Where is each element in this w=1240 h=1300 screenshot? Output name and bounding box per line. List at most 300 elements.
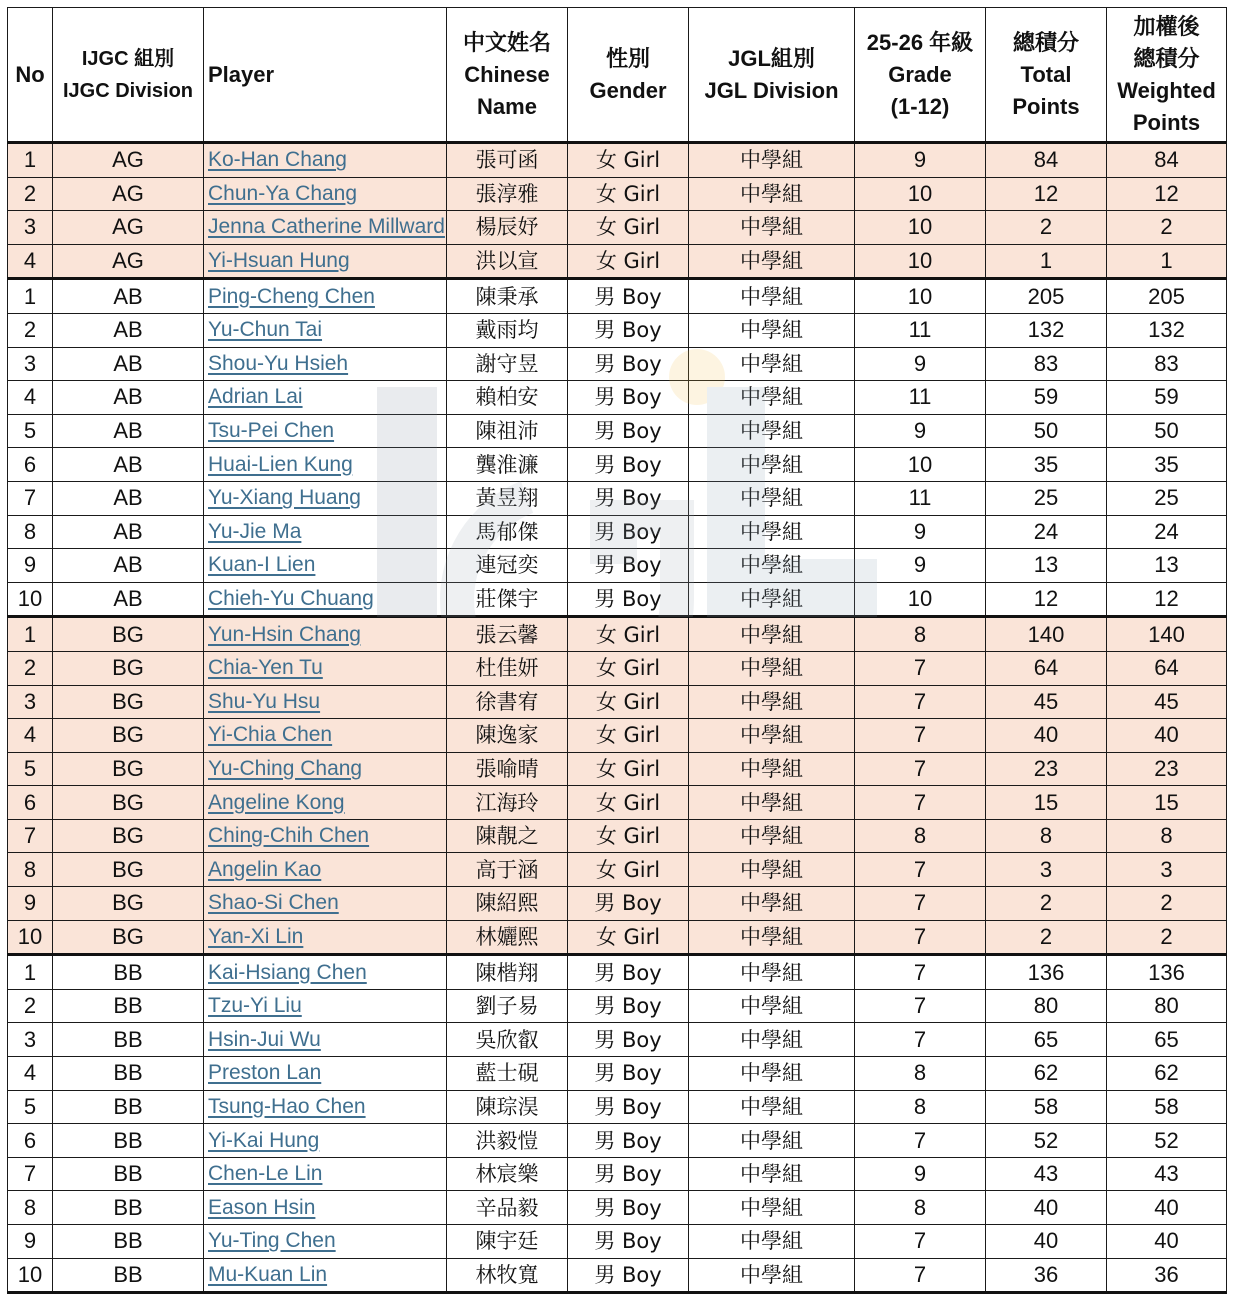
cell-chinese-name: 林孋熙	[447, 920, 568, 955]
cell-total-points: 12	[986, 582, 1107, 617]
player-link[interactable]: Huai-Lien Kung	[208, 452, 353, 476]
ranking-table	[7, 7, 1227, 1294]
cell-division: BG	[53, 786, 204, 820]
cell-weighted-points: 40	[1107, 1225, 1227, 1259]
cell-total-points: 24	[986, 515, 1107, 549]
header-jgl-division[interactable]	[689, 8, 855, 143]
cell-division: BB	[53, 1057, 204, 1091]
cell-total-points: 1	[986, 244, 1107, 279]
cell-division: AB	[53, 313, 204, 347]
cell-gender: 男 Boy	[568, 582, 689, 617]
cell-division: AB	[53, 414, 204, 448]
header-line: 總積分	[1133, 45, 1200, 71]
player-link[interactable]: Kuan-I Lien	[208, 553, 316, 577]
cell-total-points: 8	[986, 819, 1107, 853]
table-row	[8, 651, 1227, 685]
cell-weighted-points: 50	[1107, 414, 1227, 448]
cell-gender: 男 Boy	[568, 989, 689, 1023]
player-link[interactable]: Ping-Cheng Chen	[208, 284, 375, 308]
cell-jgl-division: 中學組	[689, 1057, 855, 1091]
cell-division: BG	[53, 887, 204, 921]
cell-player	[204, 211, 447, 245]
cell-chinese-name: 陳靚之	[447, 819, 568, 853]
cell-jgl-division: 中學組	[689, 752, 855, 786]
cell-gender: 男 Boy	[568, 1157, 689, 1191]
table-row	[8, 920, 1227, 955]
cell-grade: 7	[855, 752, 986, 786]
cell-chinese-name: 賴柏安	[447, 381, 568, 415]
cell-grade: 9	[855, 1157, 986, 1191]
cell-weighted-points: 45	[1107, 685, 1227, 719]
player-link[interactable]: Yu-Ching Chang	[208, 756, 363, 780]
cell-player	[204, 752, 447, 786]
cell-total-points: 64	[986, 651, 1107, 685]
cell-grade: 11	[855, 313, 986, 347]
table-row	[8, 853, 1227, 887]
cell-total-points: 58	[986, 1090, 1107, 1124]
cell-total-points: 40	[986, 719, 1107, 753]
player-link[interactable]: Hsin-Jui Wu	[208, 1027, 321, 1051]
ranking-table-container	[7, 7, 1226, 1294]
header-line: Total	[1020, 61, 1072, 87]
header-line: Grade	[888, 61, 952, 87]
cell-gender: 男 Boy	[568, 448, 689, 482]
cell-division: BB	[53, 1023, 204, 1057]
cell-chinese-name: 林宸樂	[447, 1157, 568, 1191]
cell-gender: 女 Girl	[568, 211, 689, 245]
header-line: (1-12)	[890, 93, 950, 119]
player-link[interactable]: Eason Hsin	[208, 1195, 316, 1219]
cell-grade: 11	[855, 381, 986, 415]
table-row	[8, 313, 1227, 347]
cell-weighted-points: 23	[1107, 752, 1227, 786]
cell-weighted-points: 2	[1107, 920, 1227, 955]
player-link[interactable]: Preston Lan	[208, 1061, 322, 1085]
cell-grade: 7	[855, 920, 986, 955]
cell-chinese-name: 張可函	[447, 143, 568, 178]
header-line: 加權後	[1133, 13, 1200, 39]
cell-chinese-name: 藍士硯	[447, 1057, 568, 1091]
cell-weighted-points: 84	[1107, 143, 1227, 178]
cell-player	[204, 515, 447, 549]
table-row	[8, 549, 1227, 583]
cell-gender: 男 Boy	[568, 347, 689, 381]
cell-no: 10	[8, 920, 53, 955]
cell-chinese-name: 徐書宥	[447, 685, 568, 719]
cell-division: BB	[53, 1157, 204, 1191]
header-line: Points	[1012, 93, 1080, 119]
player-link[interactable]: Ching-Chih Chen	[208, 824, 370, 848]
cell-weighted-points: 62	[1107, 1057, 1227, 1091]
cell-weighted-points: 15	[1107, 786, 1227, 820]
cell-player	[204, 853, 447, 887]
cell-division: BB	[53, 955, 204, 990]
table-row	[8, 414, 1227, 448]
header-division[interactable]	[53, 8, 204, 143]
header-total-points[interactable]	[986, 8, 1107, 143]
player-link[interactable]: Chia-Yen Tu	[208, 656, 323, 680]
cell-division: BB	[53, 1258, 204, 1293]
cell-jgl-division: 中學組	[689, 313, 855, 347]
table-row	[8, 582, 1227, 617]
cell-chinese-name: 陳逸家	[447, 719, 568, 753]
cell-chinese-name: 陳秉承	[447, 279, 568, 314]
cell-player	[204, 920, 447, 955]
cell-no: 4	[8, 1057, 53, 1091]
cell-division: BG	[53, 617, 204, 652]
cell-weighted-points: 40	[1107, 1191, 1227, 1225]
cell-jgl-division: 中學組	[689, 448, 855, 482]
cell-chinese-name: 洪以宣	[447, 244, 568, 279]
cell-no: 7	[8, 1157, 53, 1191]
cell-gender: 男 Boy	[568, 1225, 689, 1259]
cell-no: 3	[8, 685, 53, 719]
cell-jgl-division: 中學組	[689, 651, 855, 685]
cell-gender: 女 Girl	[568, 177, 689, 211]
cell-gender: 女 Girl	[568, 685, 689, 719]
cell-grade: 7	[855, 1023, 986, 1057]
cell-grade: 7	[855, 1225, 986, 1259]
cell-player	[204, 1157, 447, 1191]
cell-jgl-division: 中學組	[689, 685, 855, 719]
cell-gender: 男 Boy	[568, 1057, 689, 1091]
cell-jgl-division: 中學組	[689, 1191, 855, 1225]
cell-grade: 10	[855, 448, 986, 482]
cell-chinese-name: 張淳雅	[447, 177, 568, 211]
cell-division: BB	[53, 1191, 204, 1225]
cell-gender: 男 Boy	[568, 1191, 689, 1225]
cell-no: 5	[8, 752, 53, 786]
cell-jgl-division: 中學組	[689, 853, 855, 887]
header-grade[interactable]	[855, 8, 986, 143]
cell-chinese-name: 陳琮淏	[447, 1090, 568, 1124]
cell-total-points: 80	[986, 989, 1107, 1023]
cell-total-points: 3	[986, 853, 1107, 887]
cell-total-points: 40	[986, 1225, 1107, 1259]
table-row	[8, 244, 1227, 279]
player-link[interactable]: Shao-Si Chen	[208, 891, 339, 915]
player-link[interactable]: Jenna Catherine Millward	[208, 215, 445, 239]
cell-jgl-division: 中學組	[689, 177, 855, 211]
cell-jgl-division: 中學組	[689, 211, 855, 245]
cell-chinese-name: 謝守昱	[447, 347, 568, 381]
cell-division: AG	[53, 143, 204, 178]
cell-weighted-points: 65	[1107, 1023, 1227, 1057]
cell-grade: 7	[855, 719, 986, 753]
cell-total-points: 2	[986, 211, 1107, 245]
player-link[interactable]: Yu-Xiang Huang	[208, 486, 361, 510]
cell-division: BB	[53, 1225, 204, 1259]
player-link[interactable]: Ko-Han Chang	[208, 148, 347, 172]
player-link[interactable]: Yu-Chun Tai	[208, 318, 323, 342]
cell-weighted-points: 205	[1107, 279, 1227, 314]
cell-total-points: 35	[986, 448, 1107, 482]
cell-total-points: 2	[986, 920, 1107, 955]
cell-division: BB	[53, 1124, 204, 1158]
cell-total-points: 59	[986, 381, 1107, 415]
cell-jgl-division: 中學組	[689, 244, 855, 279]
cell-no: 7	[8, 819, 53, 853]
cell-division: BB	[53, 1090, 204, 1124]
cell-player	[204, 582, 447, 617]
player-link[interactable]: Yan-Xi Lin	[208, 924, 304, 948]
cell-chinese-name: 江海玲	[447, 786, 568, 820]
cell-grade: 8	[855, 1090, 986, 1124]
cell-no: 1	[8, 617, 53, 652]
table-row	[8, 211, 1227, 245]
cell-total-points: 40	[986, 1191, 1107, 1225]
cell-no: 4	[8, 244, 53, 279]
cell-grade: 10	[855, 582, 986, 617]
cell-weighted-points: 58	[1107, 1090, 1227, 1124]
cell-weighted-points: 59	[1107, 381, 1227, 415]
player-link[interactable]: Chun-Ya Chang	[208, 181, 358, 205]
player-link[interactable]: Mu-Kuan Lin	[208, 1262, 328, 1286]
player-link[interactable]: Yu-Ting Chen	[208, 1229, 336, 1253]
cell-weighted-points: 25	[1107, 481, 1227, 515]
header-line: Weighted	[1117, 77, 1216, 103]
table-row	[8, 1258, 1227, 1293]
cell-player	[204, 414, 447, 448]
cell-jgl-division: 中學組	[689, 1157, 855, 1191]
player-link[interactable]: Shou-Yu Hsieh	[208, 351, 349, 375]
cell-grade: 10	[855, 244, 986, 279]
cell-no: 10	[8, 582, 53, 617]
cell-jgl-division: 中學組	[689, 989, 855, 1023]
cell-no: 2	[8, 989, 53, 1023]
cell-jgl-division: 中學組	[689, 347, 855, 381]
cell-weighted-points: 140	[1107, 617, 1227, 652]
cell-player	[204, 1225, 447, 1259]
cell-jgl-division: 中學組	[689, 414, 855, 448]
cell-grade: 9	[855, 549, 986, 583]
header-line: IJGC Division	[62, 79, 194, 102]
cell-player	[204, 887, 447, 921]
cell-gender: 男 Boy	[568, 313, 689, 347]
cell-gender: 女 Girl	[568, 786, 689, 820]
cell-no: 10	[8, 1258, 53, 1293]
header-line: Name	[477, 93, 537, 119]
cell-chinese-name: 陳紹熙	[447, 887, 568, 921]
player-link[interactable]: Tsung-Hao Chen	[208, 1094, 366, 1118]
player-link[interactable]: Tzu-Yi Liu	[208, 994, 302, 1018]
cell-weighted-points: 132	[1107, 313, 1227, 347]
cell-weighted-points: 136	[1107, 955, 1227, 990]
cell-weighted-points: 2	[1107, 887, 1227, 921]
player-link[interactable]: Adrian Lai	[208, 385, 303, 409]
cell-gender: 男 Boy	[568, 515, 689, 549]
cell-jgl-division: 中學組	[689, 549, 855, 583]
cell-player	[204, 549, 447, 583]
cell-no: 3	[8, 1023, 53, 1057]
table-row	[8, 1191, 1227, 1225]
cell-weighted-points: 64	[1107, 651, 1227, 685]
cell-jgl-division: 中學組	[689, 381, 855, 415]
cell-grade: 7	[855, 853, 986, 887]
cell-grade: 8	[855, 617, 986, 652]
player-link[interactable]: Chen-Le Lin	[208, 1162, 323, 1186]
cell-player	[204, 819, 447, 853]
header-line: 中文姓名	[462, 29, 551, 55]
cell-no: 8	[8, 853, 53, 887]
cell-total-points: 25	[986, 481, 1107, 515]
table-row	[8, 1157, 1227, 1191]
cell-total-points: 140	[986, 617, 1107, 652]
cell-total-points: 65	[986, 1023, 1107, 1057]
cell-grade: 10	[855, 211, 986, 245]
player-link[interactable]: Shu-Yu Hsu	[208, 689, 321, 713]
table-row	[8, 887, 1227, 921]
table-row	[8, 617, 1227, 652]
cell-weighted-points: 24	[1107, 515, 1227, 549]
header-chinese-name[interactable]	[447, 8, 568, 143]
cell-player	[204, 786, 447, 820]
cell-jgl-division: 中學組	[689, 617, 855, 652]
cell-grade: 7	[855, 887, 986, 921]
player-link[interactable]: Tsu-Pei Chen	[208, 419, 335, 443]
header-line: JGL組別	[728, 45, 815, 71]
header-line: Gender	[589, 77, 667, 103]
cell-chinese-name: 林牧寬	[447, 1258, 568, 1293]
table-row	[8, 1057, 1227, 1091]
cell-weighted-points: 12	[1107, 177, 1227, 211]
cell-grade: 8	[855, 1057, 986, 1091]
cell-division: AB	[53, 515, 204, 549]
cell-weighted-points: 12	[1107, 582, 1227, 617]
cell-no: 6	[8, 786, 53, 820]
cell-gender: 女 Girl	[568, 143, 689, 178]
table-row	[8, 752, 1227, 786]
cell-chinese-name: 黃昱翔	[447, 481, 568, 515]
player-link[interactable]: Yi-Kai Hung	[208, 1128, 320, 1152]
cell-player	[204, 1023, 447, 1057]
cell-player	[204, 955, 447, 990]
cell-division: BG	[53, 819, 204, 853]
cell-player	[204, 719, 447, 753]
header-gender[interactable]	[568, 8, 689, 143]
cell-total-points: 43	[986, 1157, 1107, 1191]
cell-gender: 女 Girl	[568, 617, 689, 652]
cell-division: AG	[53, 177, 204, 211]
cell-gender: 男 Boy	[568, 1258, 689, 1293]
cell-jgl-division: 中學組	[689, 1090, 855, 1124]
cell-division: BG	[53, 920, 204, 955]
cell-total-points: 83	[986, 347, 1107, 381]
cell-gender: 男 Boy	[568, 1023, 689, 1057]
cell-jgl-division: 中學組	[689, 582, 855, 617]
cell-division: AG	[53, 244, 204, 279]
header-line: Chinese	[464, 61, 550, 87]
header-no[interactable]	[8, 8, 53, 143]
cell-division: BG	[53, 853, 204, 887]
cell-chinese-name: 吳欣叡	[447, 1023, 568, 1057]
cell-no: 4	[8, 381, 53, 415]
cell-division: BG	[53, 752, 204, 786]
cell-chinese-name: 陳楷翔	[447, 955, 568, 990]
cell-weighted-points: 36	[1107, 1258, 1227, 1293]
player-link[interactable]: Kai-Hsiang Chen	[208, 960, 367, 984]
header-weighted-points[interactable]	[1107, 8, 1227, 143]
cell-grade: 10	[855, 177, 986, 211]
cell-gender: 女 Girl	[568, 752, 689, 786]
header-player[interactable]	[204, 8, 447, 143]
cell-gender: 男 Boy	[568, 1090, 689, 1124]
cell-jgl-division: 中學組	[689, 719, 855, 753]
cell-weighted-points: 80	[1107, 989, 1227, 1023]
table-row	[8, 1090, 1227, 1124]
player-link[interactable]: Yi-Hsuan Hung	[208, 249, 350, 273]
header-row	[8, 8, 1227, 143]
cell-jgl-division: 中學組	[689, 920, 855, 955]
cell-weighted-points: 52	[1107, 1124, 1227, 1158]
cell-total-points: 62	[986, 1057, 1107, 1091]
table-row	[8, 177, 1227, 211]
cell-grade: 7	[855, 955, 986, 990]
cell-chinese-name: 張喻晴	[447, 752, 568, 786]
cell-total-points: 2	[986, 887, 1107, 921]
cell-chinese-name: 陳宇廷	[447, 1225, 568, 1259]
cell-total-points: 13	[986, 549, 1107, 583]
ranking-table-body	[8, 143, 1227, 1293]
header-line: 性別	[605, 45, 650, 71]
cell-total-points: 84	[986, 143, 1107, 178]
cell-chinese-name: 辛品毅	[447, 1191, 568, 1225]
cell-jgl-division: 中學組	[689, 279, 855, 314]
cell-gender: 女 Girl	[568, 819, 689, 853]
cell-gender: 男 Boy	[568, 955, 689, 990]
cell-grade: 9	[855, 143, 986, 178]
cell-player	[204, 244, 447, 279]
cell-no: 3	[8, 347, 53, 381]
cell-jgl-division: 中學組	[689, 887, 855, 921]
cell-weighted-points: 3	[1107, 853, 1227, 887]
player-link[interactable]: Angeline Kong	[208, 790, 345, 814]
cell-grade: 7	[855, 989, 986, 1023]
cell-player	[204, 313, 447, 347]
player-link[interactable]: Angelin Kao	[208, 857, 322, 881]
cell-total-points: 50	[986, 414, 1107, 448]
cell-chinese-name: 張云馨	[447, 617, 568, 652]
player-link[interactable]: Yu-Jie Ma	[208, 519, 302, 543]
cell-no: 1	[8, 955, 53, 990]
cell-no: 1	[8, 279, 53, 314]
cell-no: 5	[8, 414, 53, 448]
header-line: Points	[1132, 109, 1201, 135]
cell-player	[204, 1124, 447, 1158]
cell-total-points: 132	[986, 313, 1107, 347]
table-row	[8, 685, 1227, 719]
cell-jgl-division: 中學組	[689, 515, 855, 549]
cell-total-points: 36	[986, 1258, 1107, 1293]
cell-grade: 8	[855, 819, 986, 853]
cell-grade: 11	[855, 481, 986, 515]
player-link[interactable]: Yi-Chia Chen	[208, 723, 333, 747]
cell-no: 9	[8, 1225, 53, 1259]
cell-gender: 男 Boy	[568, 1124, 689, 1158]
table-row	[8, 279, 1227, 314]
cell-jgl-division: 中學組	[689, 1023, 855, 1057]
player-link[interactable]: Chieh-Yu Chuang	[208, 587, 374, 611]
cell-player	[204, 143, 447, 178]
cell-weighted-points: 13	[1107, 549, 1227, 583]
player-link[interactable]: Yun-Hsin Chang	[208, 622, 361, 646]
cell-division: BB	[53, 989, 204, 1023]
cell-grade: 7	[855, 786, 986, 820]
table-row	[8, 1225, 1227, 1259]
cell-no: 8	[8, 1191, 53, 1225]
cell-player	[204, 481, 447, 515]
cell-no: 6	[8, 1124, 53, 1158]
